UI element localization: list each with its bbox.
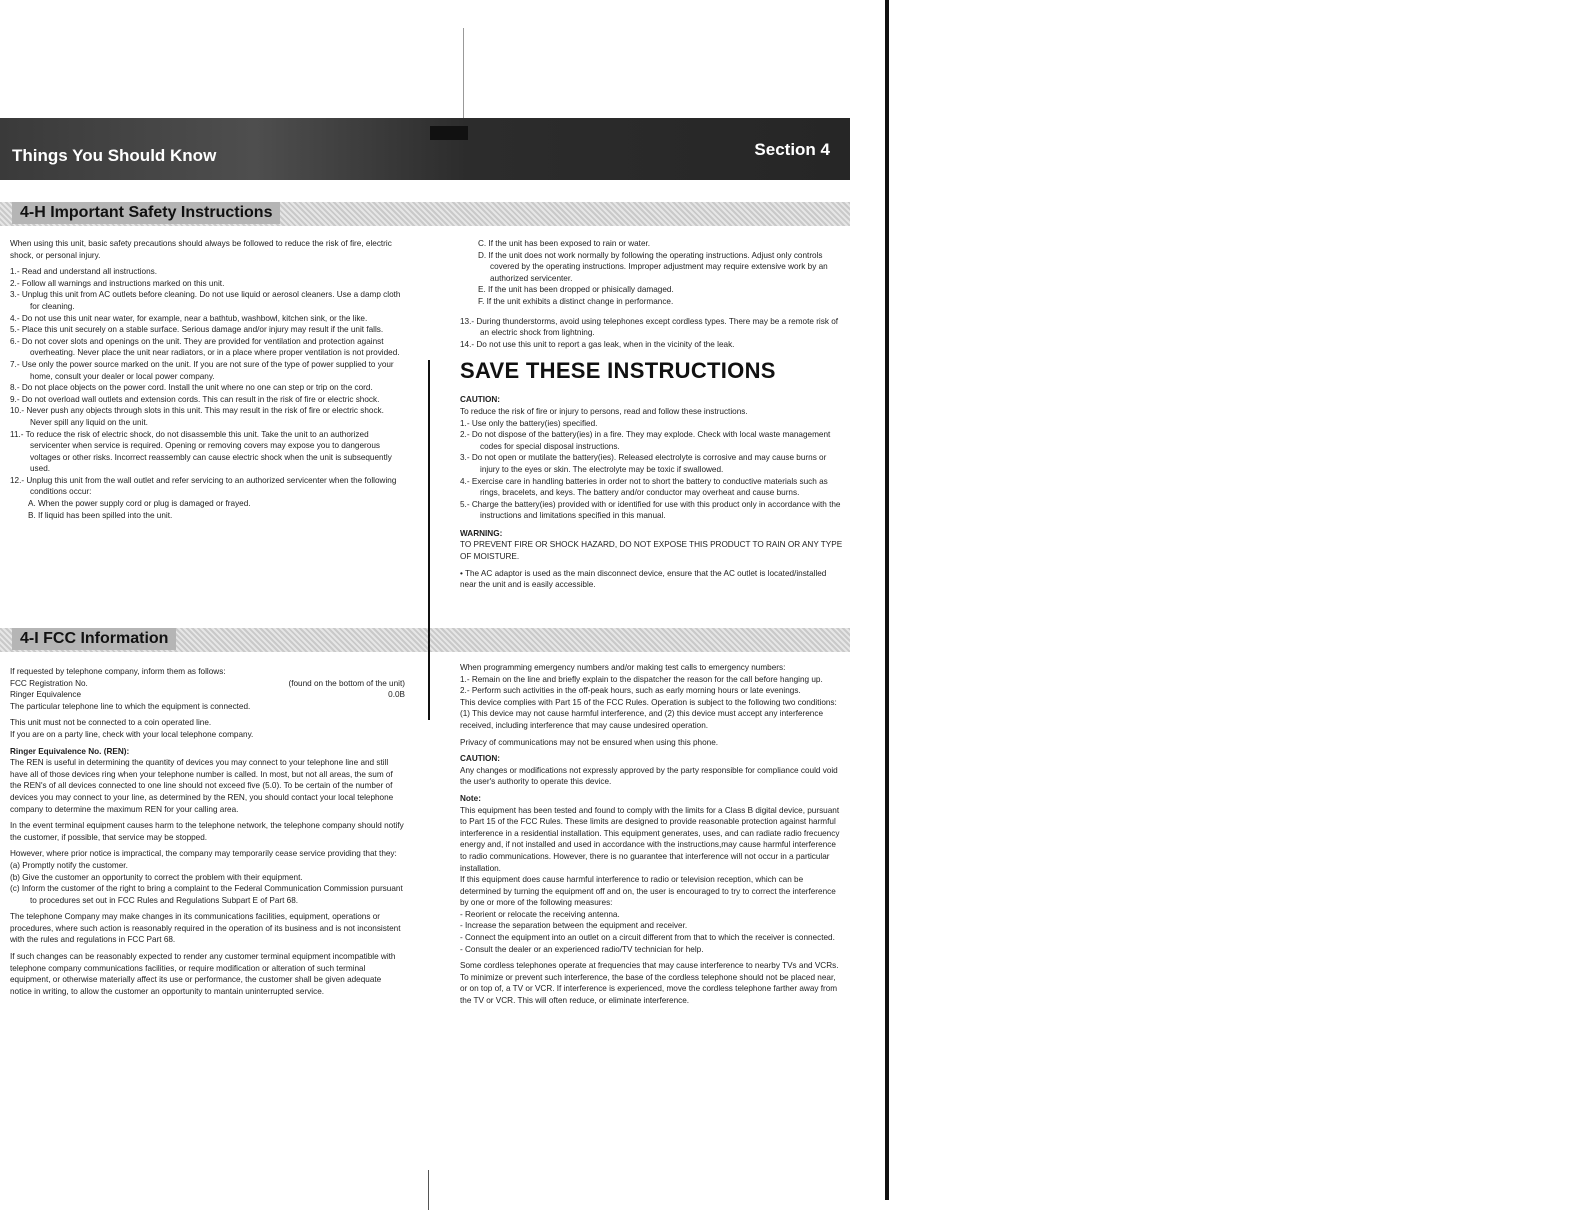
privacy-text: Privacy of communications may not be ensured when using this phone. [460,737,719,747]
scan-mark [430,126,468,140]
caution-item: 1.- Use only the battery(ies) specified. [460,418,598,428]
safety-section-header [0,202,850,226]
emergency-item: 1.- Remain on the line and briefly explain to the dispatcher the reason for the call before hanging up. [460,674,823,684]
ren-heading: Ringer Equivalence No. (REN): [10,746,130,756]
safety-left-column [10,238,405,521]
warning-text: TO PREVENT FIRE OR SHOCK HAZARD, DO NOT EXPOSE THIS PRODUCT TO RAIN OR ANY TYPE OF MOISTURE. [460,540,843,562]
safety-item: 11.- To reduce the risk of electric shock, do not disassemble this unit. Take the unit to an authorized servicenter when service is required. Opening or removing covers may expose you to dangerous voltages or other risks. Incorrect reassembly can cause electric shock when the unit is subsequently used. [10,429,392,474]
ren-text: The REN is useful in determining the quantity of devices you may connect to your telephone line and still have all of those devices ring when your telephone number is called. In most, but not all areas, the sum of the REN's of all devices connected to one line should not exceed five (5.0). To be certain of the number of devices you may connect to your line, as determined by the REN, you should contact your local telephone company to determine the maximum REN for your calling area. [10,758,394,814]
safety-item: 4.- Do not use this unit near water, for example, near a bathtub, washbowl, kitchen sink, or the like. [10,313,368,323]
column-divider [428,360,430,720]
condition-item: D. If the unit does not work normally by following the operating instructions. Adjust only controls covered by the operating instructions. Improper adjustment may require extensive work by an authorized servicenter. [478,250,828,283]
fcc-intro: If requested by telephone company, inform them as follows: [10,667,226,676]
fcc-section-title: 4-I FCC Information [12,628,176,650]
fcc-right-column [460,662,845,1012]
note-text: This equipment has been tested and found to comply with the limits for a Class B digital device, pursuant to Part 15 of the FCC Rules. These limits are designed to provide reasonable protection against harmful interference in a residential installation. This equipment generates, uses, and can radiate radio frecuency energy and, if not installed and used in accordance with the instructions,may cause harmful interference to radio communications. However, there is no guarantee that interference will not occur in a particular installation. [460,805,840,873]
safety-item: 9.- Do not overload wall outlets and extension cords. This can result in the risk of fire or electric shock. [10,394,380,404]
page-edge-line [885,0,889,1200]
part15-text: This device complies with Part 15 of the FCC Rules. Operation is subject to the following two conditions: (1) This device may not cause harmful interference, and (2) this device must accept any interference received, including interference that may cause undesired operation. [460,697,837,730]
however-item: (c) Inform the customer of the right to bring a complaint to the Federal Communication Commission pursuant to procedures set out in FCC Rules and Regulations Subpart E of Part 68. [10,884,403,905]
caution-intro: To reduce the risk of fire or injury to persons, read and follow these instructions. [460,406,748,416]
fcc-caution-label: CAUTION: [460,754,501,764]
safety-section-title: 4-H Important Safety Instructions [12,202,280,224]
caution-item: 3.- Do not open or mutilate the battery(ies). Released electrolyte is corrosive and may cause burns or injury to the eyes or skin. The electrolyte may be toxic if swallowed. [460,453,827,474]
ac-adaptor-note: • The AC adaptor is used as the main disconnect device, ensure that the AC outlet is located/installed near the unit and is easily accessible. [460,568,827,590]
section-number: Section 4 [754,140,830,159]
cordless-text: Some cordless telephones operate at frequencies that may cause interference to nearby TVs and VCRs. To minimize or prevent such interference, the base of the cordless telephone should not be placed near, or on top of, a TV or VCR. If interference is experienced, move the cordless telephone farther away from the TV or VCR. This will often reduce, or eliminate interference. [460,961,839,1006]
column-divider-lower [428,1170,429,1210]
safety-item: 2.- Follow all warnings and instructions marked on this unit. [10,278,225,288]
fcc-registration-label: FCC Registration No. [10,678,88,688]
line-text: The particular telephone line to which the equipment is connected. [10,701,251,711]
condition-item: F. If the unit exhibits a distinct change in performance. [478,296,674,306]
safety-item: 7.- Use only the power source marked on the unit. If you are not sure of the type of power supplied to your home, consult your dealer or local power company. [10,359,394,381]
caution-item: 5.- Charge the battery(ies) provided with or identified for use with this product only in accordance with the instructions and limitations specified in this manual. [460,499,841,521]
however-item: (b) Give the customer an opportunity to correct the problem with their equipment. [10,872,303,882]
safety-item: 5.- Place this unit securely on a stable surface. Serious damage and/or injury may result if the unit falls. [10,325,384,335]
safety-intro: When using this unit, basic safety precautions should always be followed to reduce the risk of fire, electric shock, or personal injury. [10,239,392,260]
emergency-intro: When programming emergency numbers and/or making test calls to emergency numbers: [460,663,786,672]
condition-item: C. If the unit has been exposed to rain or water. [478,239,651,248]
scan-mark [463,28,464,118]
condition-item: A. When the power supply cord or plug is damaged or frayed. [28,499,251,509]
fcc-registration-value: (found on the bottom of the unit) [288,678,405,688]
warning-label: WARNING: [460,528,503,538]
safety-item: 1.- Read and understand all instructions. [10,267,158,277]
caution-item: 2.- Do not dispose of the battery(ies) in a fire. They may explode. Check with local waste management codes for special disposal instructions. [460,430,831,451]
note-text-2: If this equipment does cause harmful interference to radio or television reception, which can be determined by turning the equipment off and on, the user is encouraged to try to correct the interference by one or more of the following measures: [460,875,836,908]
safety-item: 8.- Do not place objects on the power cord. Install the unit where no one can step or trip on the cord. [10,383,373,393]
however-text: However, where prior notice is impractical, the company may temporarily cease service providing that they: [10,849,397,859]
condition-item: B. If liquid has been spilled into the unit. [28,510,173,520]
safety-item: 12.- Unplug this unit from the wall outlet and refer servicing to an authorized servicenter when the following conditions occur: [10,475,397,497]
measure-item: - Connect the equipment into an outlet on a circuit different from that to which the receiver is connected. [460,933,835,943]
however-item: (a) Promptly notify the customer. [10,860,128,870]
fcc-left-column [10,666,405,1002]
safety-item: 6.- Do not cover slots and openings on the unit. They are provided for ventilation and protection against overheating. Never place the unit near radiators, or in a place where proper ventilation is not provided. [10,336,400,358]
safety-item: 3.- Unplug this unit from AC outlets before cleaning. Do not use liquid or aerosol cleaners. Use a damp cloth for cleaning. [10,290,401,311]
changes-text: The telephone Company may make changes in its communications facilities, equipment, operations or procedures, where such action is reasonably required in the operation of its business and is not inconsistent with the rules and regulations in FCC Part 68. [10,912,401,945]
note-label: Note: [460,793,481,803]
party-line-text: If you are on a party line, check with your local telephone company. [10,729,254,739]
caution-label: CAUTION: [460,395,501,405]
banner-title: Things You Should Know [12,146,217,165]
measure-item: - Reorient or relocate the receiving antenna. [460,909,620,919]
fcc-section-header [0,628,850,652]
safety-right-column [460,238,845,596]
section-banner [0,118,850,180]
measure-item: - Consult the dealer or an experienced radio/TV technician for help. [460,944,704,954]
ringer-equivalence-row [10,689,405,701]
caution-item: 4.- Exercise care in handling batteries in order not to short the battery to conductive materials such as rings, bracelets, and keys. The battery and/or conductor may overheat and cause burns. [460,476,828,498]
coin-line-text: This unit must not be connected to a coin operated line. [10,718,212,728]
safety-item: 13.- During thunderstorms, avoid using telephones except cordless types. There may be a remote risk of an electric shock from lightning. [460,316,839,338]
ringer-equivalence-label: Ringer Equivalence [10,690,82,700]
emergency-item: 2.- Perform such activities in the off-peak hours, such as early morning hours or late evenings. [460,686,801,696]
condition-item: E. If the unit has been dropped or phisically damaged. [478,285,674,295]
fcc-caution-text: Any changes or modifications not expressly approved by the party responsible for compliance could void the user's authority to operate this device. [460,765,838,787]
safety-item: 10.- Never push any objects through slots in this unit. This may result in the risk of fire or electric shock. Never spill any liquid on the unit. [10,406,384,427]
ringer-equivalence-value: 0.0B [388,690,405,700]
harm-text: In the event terminal equipment causes harm to the telephone network, the telephone company should notify the customer, if possible, that service may be stopped. [10,821,404,842]
safety-item: 14.- Do not use this unit to report a gas leak, when in the vicinity of the leak. [460,339,735,349]
incompatibility-text: If such changes can be reasonably expected to render any customer terminal equipment incompatible with telephone company communications facilities, or require modification or alteration of such terminal equipment, or otherwise materially affect its use or performance, the customer shall be given adequate notice in writing, to allow the customer an opportunity to mantain uninterrupted service. [10,952,396,996]
measure-item: - Increase the separation between the equipment and receiver. [460,921,688,931]
save-instructions-title: SAVE THESE INSTRUCTIONS [460,358,776,384]
fcc-registration-row [10,678,405,690]
